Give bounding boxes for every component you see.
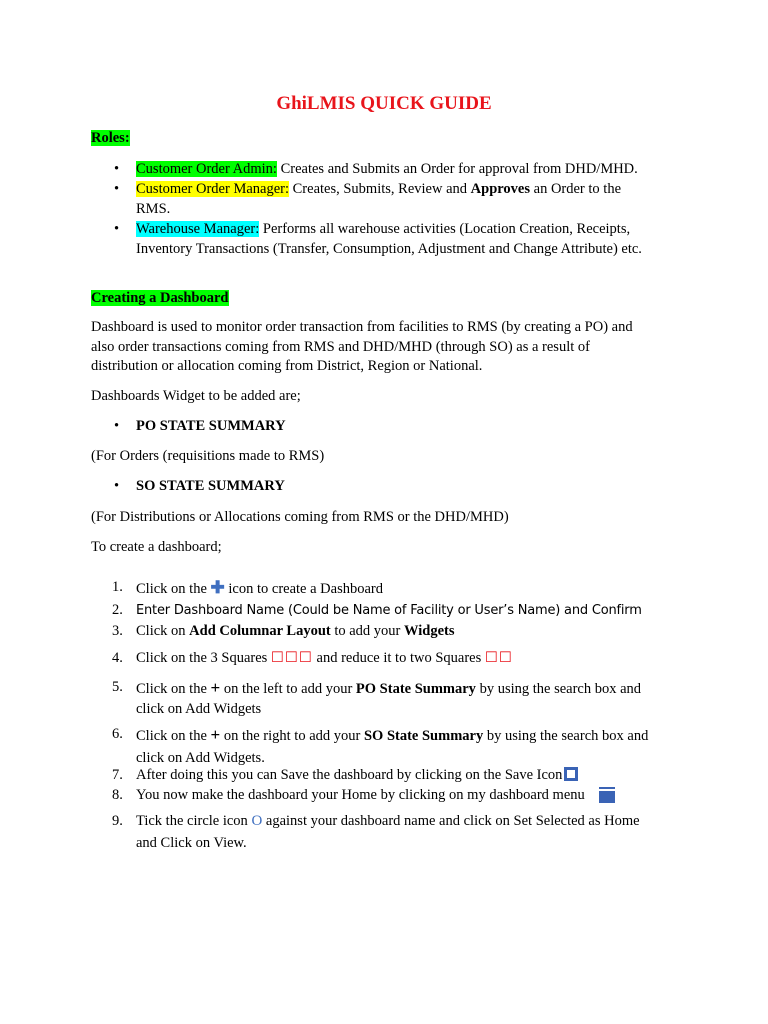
square-icon: ☐☐ [484, 650, 513, 666]
step-3: Click on Add Columnar Layout to add your Widgets [136, 623, 455, 639]
step-6: Click on the + on the right to add your SO State Summary by using the search box and click on Add Widgets. [136, 725, 649, 766]
step-number: 9. [112, 813, 123, 829]
widget-note: (For Distributions or Allocations coming from RMS or the DHD/MHD) [91, 509, 509, 525]
step-number: 4. [112, 650, 123, 666]
step-2: Enter Dashboard Name (Could be Name of Facility or User’s Name) and Confirm [136, 603, 642, 618]
role-item-warehouse: Warehouse Manager: Performs all warehouse activities (Location Creation, Receipts, Inventory Transactions (Transfer, Consumption, Adjustment and Change Attribute) etc. [136, 221, 642, 257]
step-1: Click on the ✚ icon to create a Dashboard [136, 578, 383, 597]
role-label: Customer Order Admin: [136, 161, 277, 177]
step-number: 2. [112, 602, 123, 618]
plus-icon: + [210, 725, 221, 744]
document-title: GhiLMIS QUICK GUIDE [276, 93, 492, 114]
widget-note: (For Orders (requisitions made to RMS) [91, 448, 325, 464]
widget-so-state-summary: SO STATE SUMMARY [136, 478, 285, 494]
roles-heading: Roles: [91, 130, 130, 146]
role-item-admin: Customer Order Admin: Creates and Submits an Order for approval from DHD/MHD. [136, 161, 638, 177]
step-number: 6. [112, 726, 123, 742]
step-number: 3. [112, 623, 123, 639]
list-bullet: • [114, 478, 120, 494]
plus-icon: + [210, 678, 221, 697]
step-number: 8. [112, 787, 123, 803]
step-8: You now make the dashboard your Home by clicking on my dashboard menu [136, 786, 681, 806]
dashboard-menu-icon [599, 787, 615, 803]
step-4: Click on the 3 Squares ☐☐☐ and reduce it to two Squares ☐☐ [136, 650, 513, 666]
section-heading: Creating a Dashboard [91, 290, 229, 306]
list-bullet: • [114, 418, 120, 434]
create-intro: To create a dashboard; [91, 539, 222, 555]
role-item-manager: Customer Order Manager: Creates, Submits, Review and Approves an Order to the RMS. [136, 181, 622, 217]
step-number: 1. [112, 579, 123, 595]
step-5: Click on the + on the left to add your PO State Summary by using the search box and click on Add Widgets [136, 678, 642, 717]
circle-icon: O [251, 813, 263, 829]
plus-icon: ✚ [210, 578, 225, 597]
save-icon [564, 767, 578, 781]
step-9: Tick the circle icon O against your dashboard name and click on Set Selected as Home and Click on View. [136, 813, 640, 851]
step-number: 7. [112, 767, 123, 783]
role-label: Warehouse Manager: [136, 221, 260, 237]
widgets-intro: Dashboards Widget to be added are; [91, 388, 301, 404]
role-label: Customer Order Manager: [136, 181, 290, 197]
step-number: 5. [112, 679, 123, 695]
list-bullet: • [114, 181, 120, 197]
square-icon: ☐☐☐ [270, 650, 313, 666]
intro-paragraph: Dashboard is used to monitor order transaction from facilities to RMS (by creating a PO) and also order transactions coming from RMS and DHD/MHD (through SO) as a result of distribution or allocation coming from District, Region or National. [91, 319, 633, 374]
list-bullet: • [114, 161, 120, 177]
step-7: After doing this you can Save the dashboard by clicking on the Save Icon [136, 766, 681, 786]
list-bullet: • [114, 221, 120, 237]
widget-po-state-summary: PO STATE SUMMARY [136, 418, 286, 434]
